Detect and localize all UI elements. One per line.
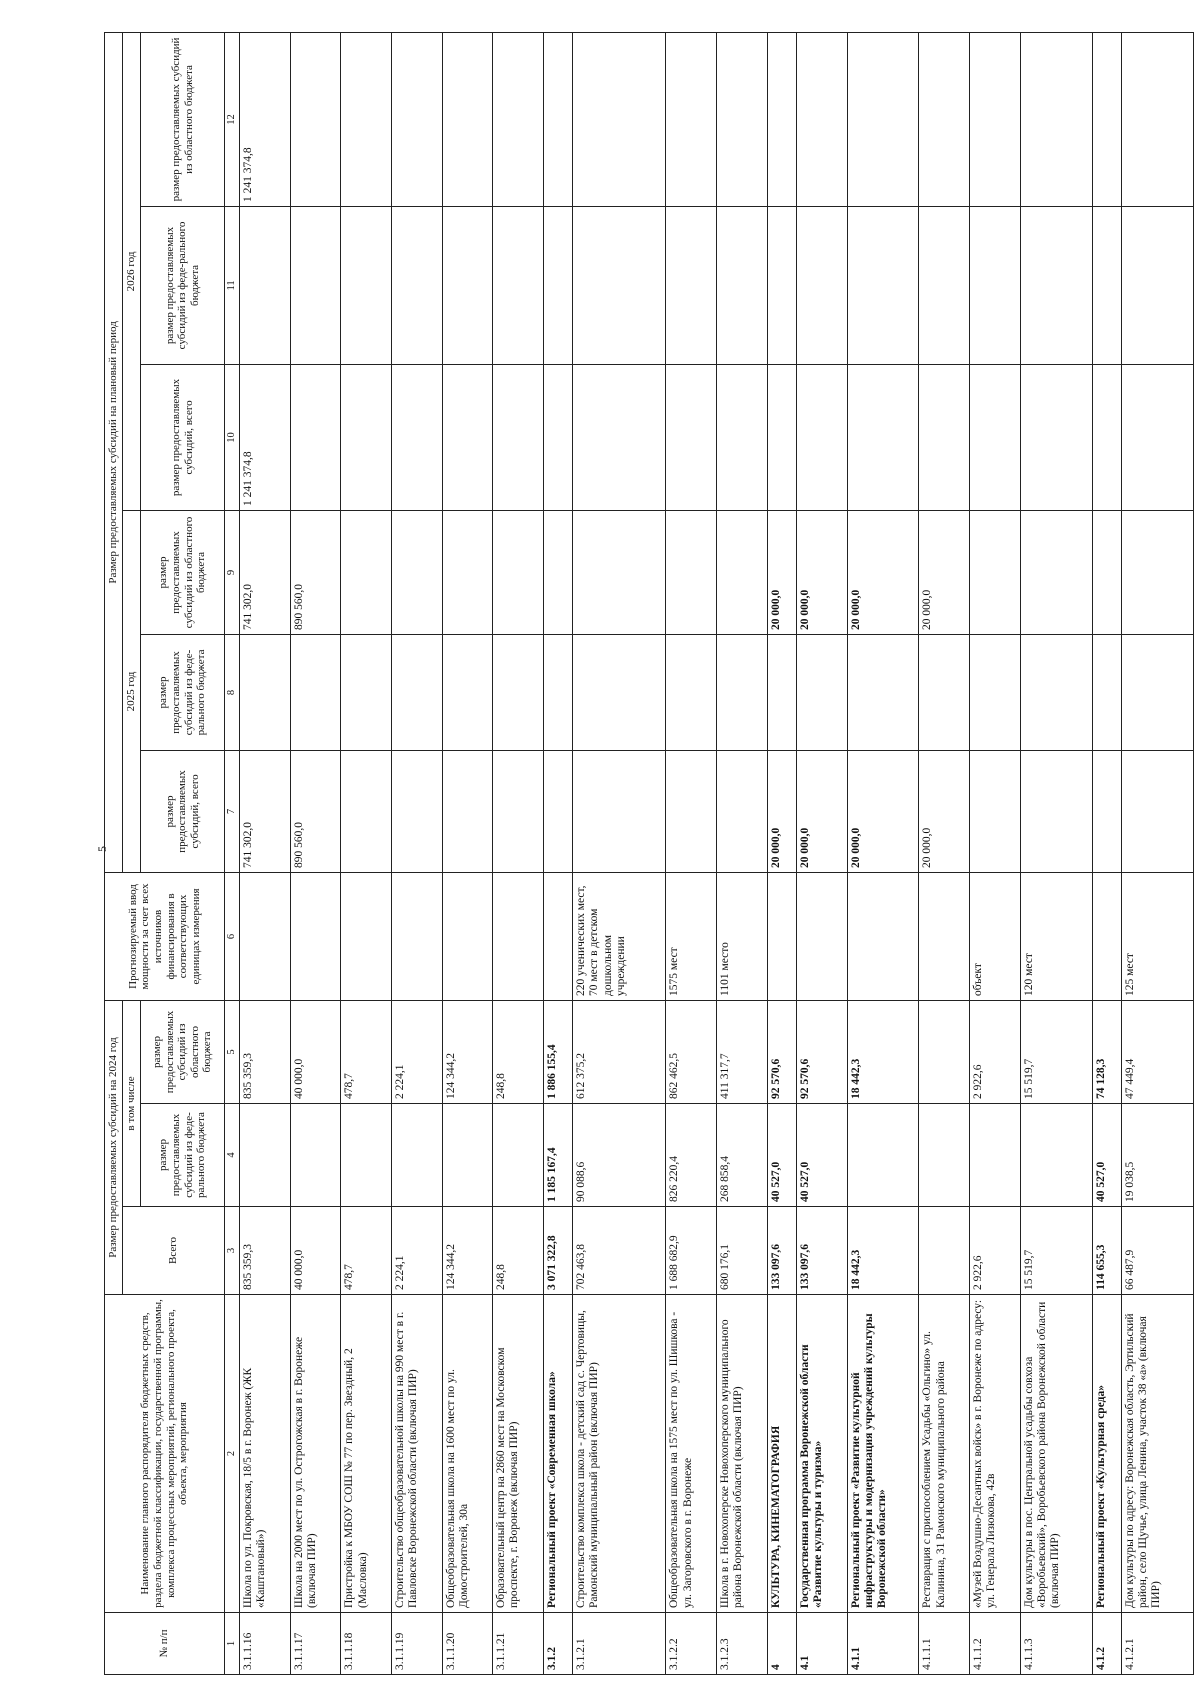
total-2026 bbox=[847, 364, 919, 510]
fed-2024: 268 858,4 bbox=[716, 1104, 767, 1207]
total-2024: 124 344,2 bbox=[442, 1207, 493, 1295]
fed-2025 bbox=[716, 634, 767, 750]
table-row bbox=[341, 32, 392, 1674]
row-name: Общеобразовательная школа на 1575 мест по ул. Шишкова - ул. Загоровского в г. Воронеже bbox=[666, 1295, 717, 1613]
fed-2026 bbox=[1092, 206, 1121, 364]
reg-2024: 2 922,6 bbox=[970, 1000, 1021, 1103]
total-2025 bbox=[716, 750, 767, 872]
total-2025: 890 560,0 bbox=[290, 750, 341, 872]
reg-2025 bbox=[1121, 510, 1193, 634]
row-name: Дом культуры по адресу: Воронежская область, Эртильский район, село Щучье, улица Ленина, участок 38 «а» (включая ПИР) bbox=[1121, 1295, 1193, 1613]
fed-2025 bbox=[391, 634, 442, 750]
table-row bbox=[1092, 32, 1121, 1674]
total-2025 bbox=[493, 750, 544, 872]
total-2024: 2 224,1 bbox=[391, 1207, 442, 1295]
fed-2025 bbox=[919, 634, 970, 750]
fed-2024 bbox=[290, 1104, 341, 1207]
fed-2025 bbox=[1020, 634, 1092, 750]
fed-2026 bbox=[970, 206, 1021, 364]
fed-2024 bbox=[391, 1104, 442, 1207]
capacity bbox=[442, 872, 493, 1000]
row-name: Строительство комплекса школа - детский сад с. Чертовицы, Рамонский муниципальный район (включая ПИР) bbox=[573, 1295, 666, 1613]
row-name: Школа на 2000 мест по ул. Острогожская в г. Воронеже (включая ПИР) bbox=[290, 1295, 341, 1613]
reg-2025 bbox=[1020, 510, 1092, 634]
reg-2026 bbox=[767, 32, 796, 206]
column-number: 12 bbox=[225, 32, 240, 206]
reg-2025: 890 560,0 bbox=[290, 510, 341, 634]
column-number: 4 bbox=[225, 1104, 240, 1207]
total-2026 bbox=[391, 364, 442, 510]
row-number: 3.1.1.17 bbox=[290, 1613, 341, 1675]
capacity bbox=[391, 872, 442, 1000]
table-row bbox=[716, 32, 767, 1674]
row-name: Общеобразовательная школа на 1600 мест по ул. Домостроителей, 30а bbox=[442, 1295, 493, 1613]
reg-2024: 47 449,4 bbox=[1121, 1000, 1193, 1103]
total-2026 bbox=[666, 364, 717, 510]
reg-2026 bbox=[1020, 32, 1092, 206]
header-reg-2026: размер предоставляемых субсидий из областного бюджета bbox=[141, 32, 225, 206]
column-number: 9 bbox=[225, 510, 240, 634]
total-2026 bbox=[1121, 364, 1193, 510]
subsidies-table bbox=[104, 32, 1194, 1675]
total-2025 bbox=[442, 750, 493, 872]
reg-2024: 478,7 bbox=[341, 1000, 392, 1103]
fed-2024 bbox=[970, 1104, 1021, 1207]
fed-2026 bbox=[543, 206, 572, 364]
table-row bbox=[493, 32, 544, 1674]
total-2026 bbox=[341, 364, 392, 510]
table-row bbox=[919, 32, 970, 1674]
reg-2024: 612 375,2 bbox=[573, 1000, 666, 1103]
header-all-2026: размер предоставляемых субсидий, всего bbox=[141, 364, 225, 510]
reg-2025 bbox=[442, 510, 493, 634]
capacity: 1101 место bbox=[716, 872, 767, 1000]
total-2026 bbox=[1020, 364, 1092, 510]
fed-2026 bbox=[1121, 206, 1193, 364]
capacity bbox=[543, 872, 572, 1000]
row-number: 3.1.1.19 bbox=[391, 1613, 442, 1675]
fed-2025 bbox=[796, 634, 847, 750]
capacity bbox=[796, 872, 847, 1000]
fed-2024 bbox=[1020, 1104, 1092, 1207]
column-number: 5 bbox=[225, 1000, 240, 1103]
row-number: 4.1.2.1 bbox=[1121, 1613, 1193, 1675]
row-number: 4.1.2 bbox=[1092, 1613, 1121, 1675]
reg-2026 bbox=[796, 32, 847, 206]
reg-2024 bbox=[919, 1000, 970, 1103]
header-total: Всего bbox=[123, 1207, 225, 1295]
capacity: 1575 мест bbox=[666, 872, 717, 1000]
column-numbers-row bbox=[225, 32, 240, 1674]
fed-2024: 40 527,0 bbox=[796, 1104, 847, 1207]
fed-2025 bbox=[1092, 634, 1121, 750]
reg-2025: 20 000,0 bbox=[919, 510, 970, 634]
total-2025 bbox=[1020, 750, 1092, 872]
fed-2026 bbox=[391, 206, 442, 364]
capacity bbox=[847, 872, 919, 1000]
total-2024: 3 071 322,8 bbox=[543, 1207, 572, 1295]
total-2024: 133 097,6 bbox=[767, 1207, 796, 1295]
reg-2025: 20 000,0 bbox=[767, 510, 796, 634]
header-fed-2024: размер предоставляемых субсидий из феде-рального бюджета bbox=[141, 1104, 225, 1207]
reg-2025 bbox=[341, 510, 392, 634]
total-2025: 20 000,0 bbox=[767, 750, 796, 872]
fed-2025 bbox=[847, 634, 919, 750]
header-incl: в том числе bbox=[123, 1000, 141, 1206]
header-no: № п/п bbox=[105, 1613, 225, 1675]
table-row bbox=[767, 32, 796, 1674]
total-2025 bbox=[666, 750, 717, 872]
table-row bbox=[796, 32, 847, 1674]
reg-2026 bbox=[1121, 32, 1193, 206]
page-number: 5 bbox=[95, 846, 109, 852]
reg-2025 bbox=[666, 510, 717, 634]
fed-2026 bbox=[573, 206, 666, 364]
total-2026 bbox=[573, 364, 666, 510]
capacity bbox=[767, 872, 796, 1000]
header-reg-2025: размер предоставляемых субсидий из областного бюджета bbox=[141, 510, 225, 634]
total-2026 bbox=[796, 364, 847, 510]
reg-2026 bbox=[543, 32, 572, 206]
reg-2025 bbox=[716, 510, 767, 634]
total-2024: 680 176,1 bbox=[716, 1207, 767, 1295]
table-body bbox=[240, 32, 1194, 1674]
fed-2026 bbox=[341, 206, 392, 364]
total-2024: 478,7 bbox=[341, 1207, 392, 1295]
reg-2025 bbox=[391, 510, 442, 634]
header-2024: Размер предоставляемых субсидий на 2024 год bbox=[105, 1000, 123, 1294]
reg-2026 bbox=[290, 32, 341, 206]
capacity bbox=[341, 872, 392, 1000]
reg-2025: 20 000,0 bbox=[847, 510, 919, 634]
total-2025: 20 000,0 bbox=[919, 750, 970, 872]
fed-2024 bbox=[442, 1104, 493, 1207]
reg-2026 bbox=[573, 32, 666, 206]
row-name: Региональный проект «Развитие культурной инфраструктуры и модернизация учреждений культуры Воронежской области» bbox=[847, 1295, 919, 1613]
reg-2024: 15 519,7 bbox=[1020, 1000, 1092, 1103]
rotated-page bbox=[104, 33, 1194, 1675]
table-row bbox=[970, 32, 1021, 1674]
fed-2025 bbox=[666, 634, 717, 750]
row-name: «Музей Воздушно-Десантных войск» в г. Воронеже по адресу: ул. Генерала Лизюкова, 42в bbox=[970, 1295, 1021, 1613]
row-name: Государственная программа Воронежской области «Развитие культуры и туризма» bbox=[796, 1295, 847, 1613]
reg-2025 bbox=[1092, 510, 1121, 634]
reg-2026 bbox=[716, 32, 767, 206]
fed-2026 bbox=[919, 206, 970, 364]
reg-2026 bbox=[391, 32, 442, 206]
table-row bbox=[573, 32, 666, 1674]
reg-2026 bbox=[493, 32, 544, 206]
row-name: Школа в г. Новохоперске Новохоперского муниципального района Воронежской области (включая ПИР) bbox=[716, 1295, 767, 1613]
total-2025: 20 000,0 bbox=[796, 750, 847, 872]
reg-2024: 411 317,7 bbox=[716, 1000, 767, 1103]
fed-2024 bbox=[493, 1104, 544, 1207]
header-2026: 2026 год bbox=[123, 32, 141, 510]
fed-2024: 826 220,4 bbox=[666, 1104, 717, 1207]
row-number: 4.1.1.1 bbox=[919, 1613, 970, 1675]
fed-2026 bbox=[767, 206, 796, 364]
fed-2026 bbox=[290, 206, 341, 364]
reg-2024: 92 570,6 bbox=[767, 1000, 796, 1103]
fed-2024: 90 088,6 bbox=[573, 1104, 666, 1207]
header-capacity: Прогнозируемый ввод мощности за счет всех источников финансирования в соответствующих единицах измерения bbox=[105, 872, 225, 1000]
total-2024: 40 000,0 bbox=[290, 1207, 341, 1295]
reg-2026 bbox=[919, 32, 970, 206]
total-2026 bbox=[290, 364, 341, 510]
fed-2025 bbox=[240, 634, 291, 750]
column-number: 3 bbox=[225, 1207, 240, 1295]
total-2025 bbox=[1092, 750, 1121, 872]
reg-2025 bbox=[543, 510, 572, 634]
header-2025: 2025 год bbox=[123, 510, 141, 872]
row-number: 3.1.2.2 bbox=[666, 1613, 717, 1675]
total-2024 bbox=[919, 1207, 970, 1295]
total-2024: 18 442,3 bbox=[847, 1207, 919, 1295]
fed-2026 bbox=[240, 206, 291, 364]
table-row bbox=[442, 32, 493, 1674]
reg-2024: 862 462,5 bbox=[666, 1000, 717, 1103]
total-2025 bbox=[573, 750, 666, 872]
column-number: 2 bbox=[225, 1295, 240, 1613]
total-2026 bbox=[716, 364, 767, 510]
total-2025: 20 000,0 bbox=[847, 750, 919, 872]
fed-2025 bbox=[493, 634, 544, 750]
reg-2024: 1 886 155,4 bbox=[543, 1000, 572, 1103]
fed-2024 bbox=[341, 1104, 392, 1207]
table-row bbox=[240, 32, 291, 1674]
reg-2026 bbox=[970, 32, 1021, 206]
fed-2025 bbox=[767, 634, 796, 750]
total-2026 bbox=[970, 364, 1021, 510]
total-2026 bbox=[919, 364, 970, 510]
fed-2026 bbox=[847, 206, 919, 364]
total-2025 bbox=[391, 750, 442, 872]
fed-2025 bbox=[341, 634, 392, 750]
reg-2024: 835 359,3 bbox=[240, 1000, 291, 1103]
fed-2026 bbox=[442, 206, 493, 364]
total-2024: 133 097,6 bbox=[796, 1207, 847, 1295]
capacity bbox=[493, 872, 544, 1000]
row-number: 3.1.1.21 bbox=[493, 1613, 544, 1675]
column-number: 6 bbox=[225, 872, 240, 1000]
row-name: Образовательный центр на 2860 мест на Московском проспекте, г. Воронеж (включая ПИР) bbox=[493, 1295, 544, 1613]
total-2026 bbox=[543, 364, 572, 510]
fed-2026 bbox=[493, 206, 544, 364]
fed-2025 bbox=[290, 634, 341, 750]
fed-2026 bbox=[1020, 206, 1092, 364]
reg-2024: 2 224,1 bbox=[391, 1000, 442, 1103]
header-name: Наименование главного распорядителя бюджетных средств, раздела бюджетной классификации, государственной программы, комплекса процессных мероприятий, регионального проекта, объекта, мероприятия bbox=[105, 1295, 225, 1613]
row-number: 4.1.1.2 bbox=[970, 1613, 1021, 1675]
fed-2025 bbox=[442, 634, 493, 750]
row-name: Пристройка к МБОУ СОШ № 77 по пер. Звездный, 2 (Масловка) bbox=[341, 1295, 392, 1613]
total-2026 bbox=[493, 364, 544, 510]
reg-2025 bbox=[493, 510, 544, 634]
capacity: 125 мест bbox=[1121, 872, 1193, 1000]
row-name: Реставрация с приспособлением Усадьбы «Ольгино» ул. Калинина, 31 Рамонского муниципального района bbox=[919, 1295, 970, 1613]
total-2025 bbox=[543, 750, 572, 872]
row-name: Строительство общеобразовательной школы на 990 мест в г. Павловске Воронежской области (включая ПИР) bbox=[391, 1295, 442, 1613]
row-number: 4 bbox=[767, 1613, 796, 1675]
row-name: КУЛЬТУРА, КИНЕМАТОГРАФИЯ bbox=[767, 1295, 796, 1613]
column-number: 1 bbox=[225, 1613, 240, 1675]
reg-2024: 40 000,0 bbox=[290, 1000, 341, 1103]
column-number: 7 bbox=[225, 750, 240, 872]
capacity bbox=[919, 872, 970, 1000]
row-number: 3.1.1.16 bbox=[240, 1613, 291, 1675]
row-number: 3.1.2.1 bbox=[573, 1613, 666, 1675]
row-number: 3.1.1.18 bbox=[341, 1613, 392, 1675]
total-2025 bbox=[341, 750, 392, 872]
reg-2025 bbox=[573, 510, 666, 634]
total-2026 bbox=[442, 364, 493, 510]
header-all-2025: размер предоставляемых субсидий, всего bbox=[141, 750, 225, 872]
reg-2025: 20 000,0 bbox=[796, 510, 847, 634]
fed-2025 bbox=[543, 634, 572, 750]
fed-2024 bbox=[847, 1104, 919, 1207]
reg-2025 bbox=[970, 510, 1021, 634]
capacity: 120 мест bbox=[1020, 872, 1092, 1000]
reg-2024: 124 344,2 bbox=[442, 1000, 493, 1103]
total-2024: 66 487,9 bbox=[1121, 1207, 1193, 1295]
fed-2024 bbox=[240, 1104, 291, 1207]
total-2024: 702 463,8 bbox=[573, 1207, 666, 1295]
total-2024: 15 519,7 bbox=[1020, 1207, 1092, 1295]
fed-2024: 1 185 167,4 bbox=[543, 1104, 572, 1207]
total-2026: 1 241 374,8 bbox=[240, 364, 291, 510]
total-2025: 741 302,0 bbox=[240, 750, 291, 872]
column-number: 8 bbox=[225, 634, 240, 750]
table-row bbox=[391, 32, 442, 1674]
total-2024: 2 922,6 bbox=[970, 1207, 1021, 1295]
fed-2025 bbox=[970, 634, 1021, 750]
row-number: 3.1.1.20 bbox=[442, 1613, 493, 1675]
reg-2026 bbox=[666, 32, 717, 206]
table-row bbox=[666, 32, 717, 1674]
fed-2024: 19 038,5 bbox=[1121, 1104, 1193, 1207]
row-name: Школа по ул. Покровская, 18/5 в г. Воронеж (ЖК «Каштановый») bbox=[240, 1295, 291, 1613]
reg-2024: 92 570,6 bbox=[796, 1000, 847, 1103]
table-row bbox=[847, 32, 919, 1674]
header-fed-2026: размер предоставляемых субсидий из феде-рального бюджета bbox=[141, 206, 225, 364]
table-row bbox=[290, 32, 341, 1674]
table-row bbox=[543, 32, 572, 1674]
row-number: 4.1.1 bbox=[847, 1613, 919, 1675]
reg-2026 bbox=[847, 32, 919, 206]
capacity: 220 ученических мест, 70 мест в детском дошкольном учреждении bbox=[573, 872, 666, 1000]
header-fed-2025: размер предоставляемых субсидий из феде-рального бюджета bbox=[141, 634, 225, 750]
table-row bbox=[1121, 32, 1193, 1674]
fed-2025 bbox=[1121, 634, 1193, 750]
capacity bbox=[290, 872, 341, 1000]
row-number: 3.1.2.3 bbox=[716, 1613, 767, 1675]
fed-2025 bbox=[573, 634, 666, 750]
reg-2026 bbox=[442, 32, 493, 206]
row-number: 4.1 bbox=[796, 1613, 847, 1675]
reg-2026: 1 241 374,8 bbox=[240, 32, 291, 206]
fed-2026 bbox=[716, 206, 767, 364]
total-2024: 248,8 bbox=[493, 1207, 544, 1295]
row-number: 4.1.1.3 bbox=[1020, 1613, 1092, 1675]
reg-2024: 74 128,3 bbox=[1092, 1000, 1121, 1103]
capacity bbox=[1092, 872, 1121, 1000]
fed-2026 bbox=[796, 206, 847, 364]
row-number: 3.1.2 bbox=[543, 1613, 572, 1675]
reg-2026 bbox=[1092, 32, 1121, 206]
header-plan: Размер предоставляемых субсидий на плановый период bbox=[105, 32, 123, 872]
capacity: объект bbox=[970, 872, 1021, 1000]
fed-2024 bbox=[919, 1104, 970, 1207]
total-2026 bbox=[1092, 364, 1121, 510]
fed-2024: 40 527,0 bbox=[1092, 1104, 1121, 1207]
reg-2024: 248,8 bbox=[493, 1000, 544, 1103]
total-2026 bbox=[767, 364, 796, 510]
total-2024: 835 359,3 bbox=[240, 1207, 291, 1295]
column-number: 11 bbox=[225, 206, 240, 364]
reg-2025: 741 302,0 bbox=[240, 510, 291, 634]
total-2025 bbox=[1121, 750, 1193, 872]
table-row bbox=[1020, 32, 1092, 1674]
total-2025 bbox=[970, 750, 1021, 872]
header-reg-2024: размер предоставляемых субсидий из областного бюджета bbox=[141, 1000, 225, 1103]
reg-2026 bbox=[341, 32, 392, 206]
reg-2024: 18 442,3 bbox=[847, 1000, 919, 1103]
fed-2026 bbox=[666, 206, 717, 364]
total-2024: 1 688 682,9 bbox=[666, 1207, 717, 1295]
capacity bbox=[240, 872, 291, 1000]
row-name: Дом культуры в пос. Центральной усадьбы совхоза «Воробьевский», Воробьевского района Воронежской области (включая ПИР) bbox=[1020, 1295, 1092, 1613]
fed-2024: 40 527,0 bbox=[767, 1104, 796, 1207]
total-2024: 114 655,3 bbox=[1092, 1207, 1121, 1295]
row-name: Региональный проект «Современная школа» bbox=[543, 1295, 572, 1613]
row-name: Региональный проект «Культурная среда» bbox=[1092, 1295, 1121, 1613]
column-number: 10 bbox=[225, 364, 240, 510]
